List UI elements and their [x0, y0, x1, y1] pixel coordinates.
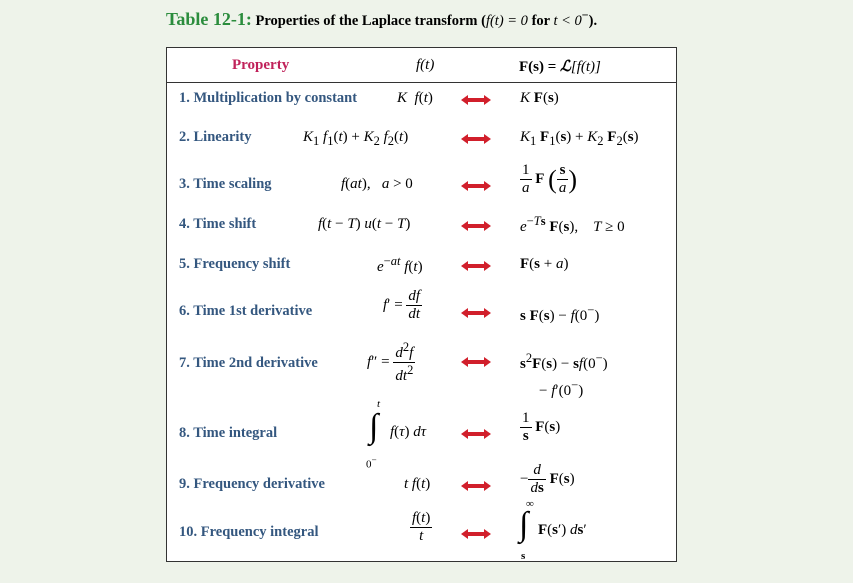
double-arrow-icon — [461, 261, 491, 271]
row-property: 6. Time 1st derivative — [179, 303, 313, 319]
laplace-properties-table — [166, 47, 677, 562]
row-property: 9. Frequency derivative — [179, 476, 325, 492]
row-Fs: F(s + a) — [520, 256, 569, 272]
double-arrow-icon — [461, 181, 491, 191]
row-Fs: $s^2F(s) - sf(0^-)$ — [520, 351, 608, 372]
header-Fs-label: F(s) = — [519, 59, 561, 75]
row-ft: f″ = $\frac{d^2f}{dt^2}$ — [367, 340, 414, 385]
row-ft: f(t − T) u(t − T) — [318, 216, 411, 232]
row-property: 3. Time scaling — [179, 176, 272, 192]
row-ft: t f(t) — [404, 476, 431, 492]
row-Fs: − $\frac{d}{ds}$ F(s) — [520, 462, 575, 497]
row-Fs: $K_1$ $F_1(s) + K_2$ $F_2(s)$ — [520, 129, 639, 148]
row-ft: f(at), a > 0 — [341, 176, 413, 192]
row-ft: $e^{-at}$ f(t) — [377, 254, 423, 275]
header-Fs: F(s) = ℒ[f(t)] — [519, 57, 601, 75]
header-ft: f(t) — [416, 57, 435, 73]
row-property: 4. Time shift — [179, 216, 257, 232]
double-arrow-icon — [461, 357, 491, 367]
caption-for: for — [527, 12, 554, 29]
double-arrow-icon — [461, 308, 491, 318]
row-ft: $K_1$ $f_1(t) + K_2$ $f_2(t)$ — [303, 129, 409, 148]
caption-number: Table 12-1: — [166, 8, 252, 29]
row-ft: $\frac{f(t)}{t}$ — [412, 510, 431, 545]
row-property: 2. Linearity — [179, 129, 252, 145]
double-arrow-icon — [461, 95, 491, 105]
row-property: 8. Time integral — [179, 425, 278, 441]
row-property: 10. Frequency integral — [179, 524, 319, 540]
caption-title: Properties of the Laplace transform ( — [255, 12, 486, 29]
caption-condition: f(t) = 0 — [485, 12, 528, 29]
double-arrow-icon — [461, 134, 491, 144]
row-property: 1. Multiplication by constant — [179, 90, 358, 106]
row-Fs: $e^{-Ts}$ F(s), T ≥ 0 — [520, 214, 625, 235]
row-ft: t ∫ 0− f(τ) dτ — [366, 398, 427, 471]
row-ft: K f(t) — [397, 90, 433, 106]
table-header — [167, 48, 676, 83]
header-property: Property — [232, 57, 290, 73]
row-property: 5. Frequency shift — [179, 256, 291, 272]
row-Fs: $\frac{1}{a}$ F ( $\frac{s}{a}$ ) — [522, 162, 578, 197]
double-arrow-icon — [461, 529, 491, 539]
caption-t: t < 0 — [553, 12, 582, 29]
row-Fs: ∞ ∫ s F(s′) ds′ — [519, 498, 587, 562]
double-arrow-icon — [461, 429, 491, 439]
row-property: 7. Time 2nd derivative — [179, 355, 318, 371]
double-arrow-icon — [461, 481, 491, 491]
double-arrow-icon — [461, 221, 491, 231]
row-Fs: $\frac{1}{s}$ F(s) — [522, 410, 561, 445]
row-Fs: K F(s) — [520, 90, 559, 106]
row-ft: f′ = $\frac{df}{dt}$ — [383, 288, 421, 323]
row-Fs-cont: − f′(0−) — [539, 378, 584, 399]
row-Fs: s F(s) − f(0−) — [520, 303, 600, 324]
table-caption: Table 12-1: Properties of the Laplace transform (f(t) = 0 for t < 0−). — [166, 8, 598, 29]
caption-close: ). — [588, 12, 598, 29]
header-Fs-rhs: [f(t)] — [570, 59, 601, 75]
